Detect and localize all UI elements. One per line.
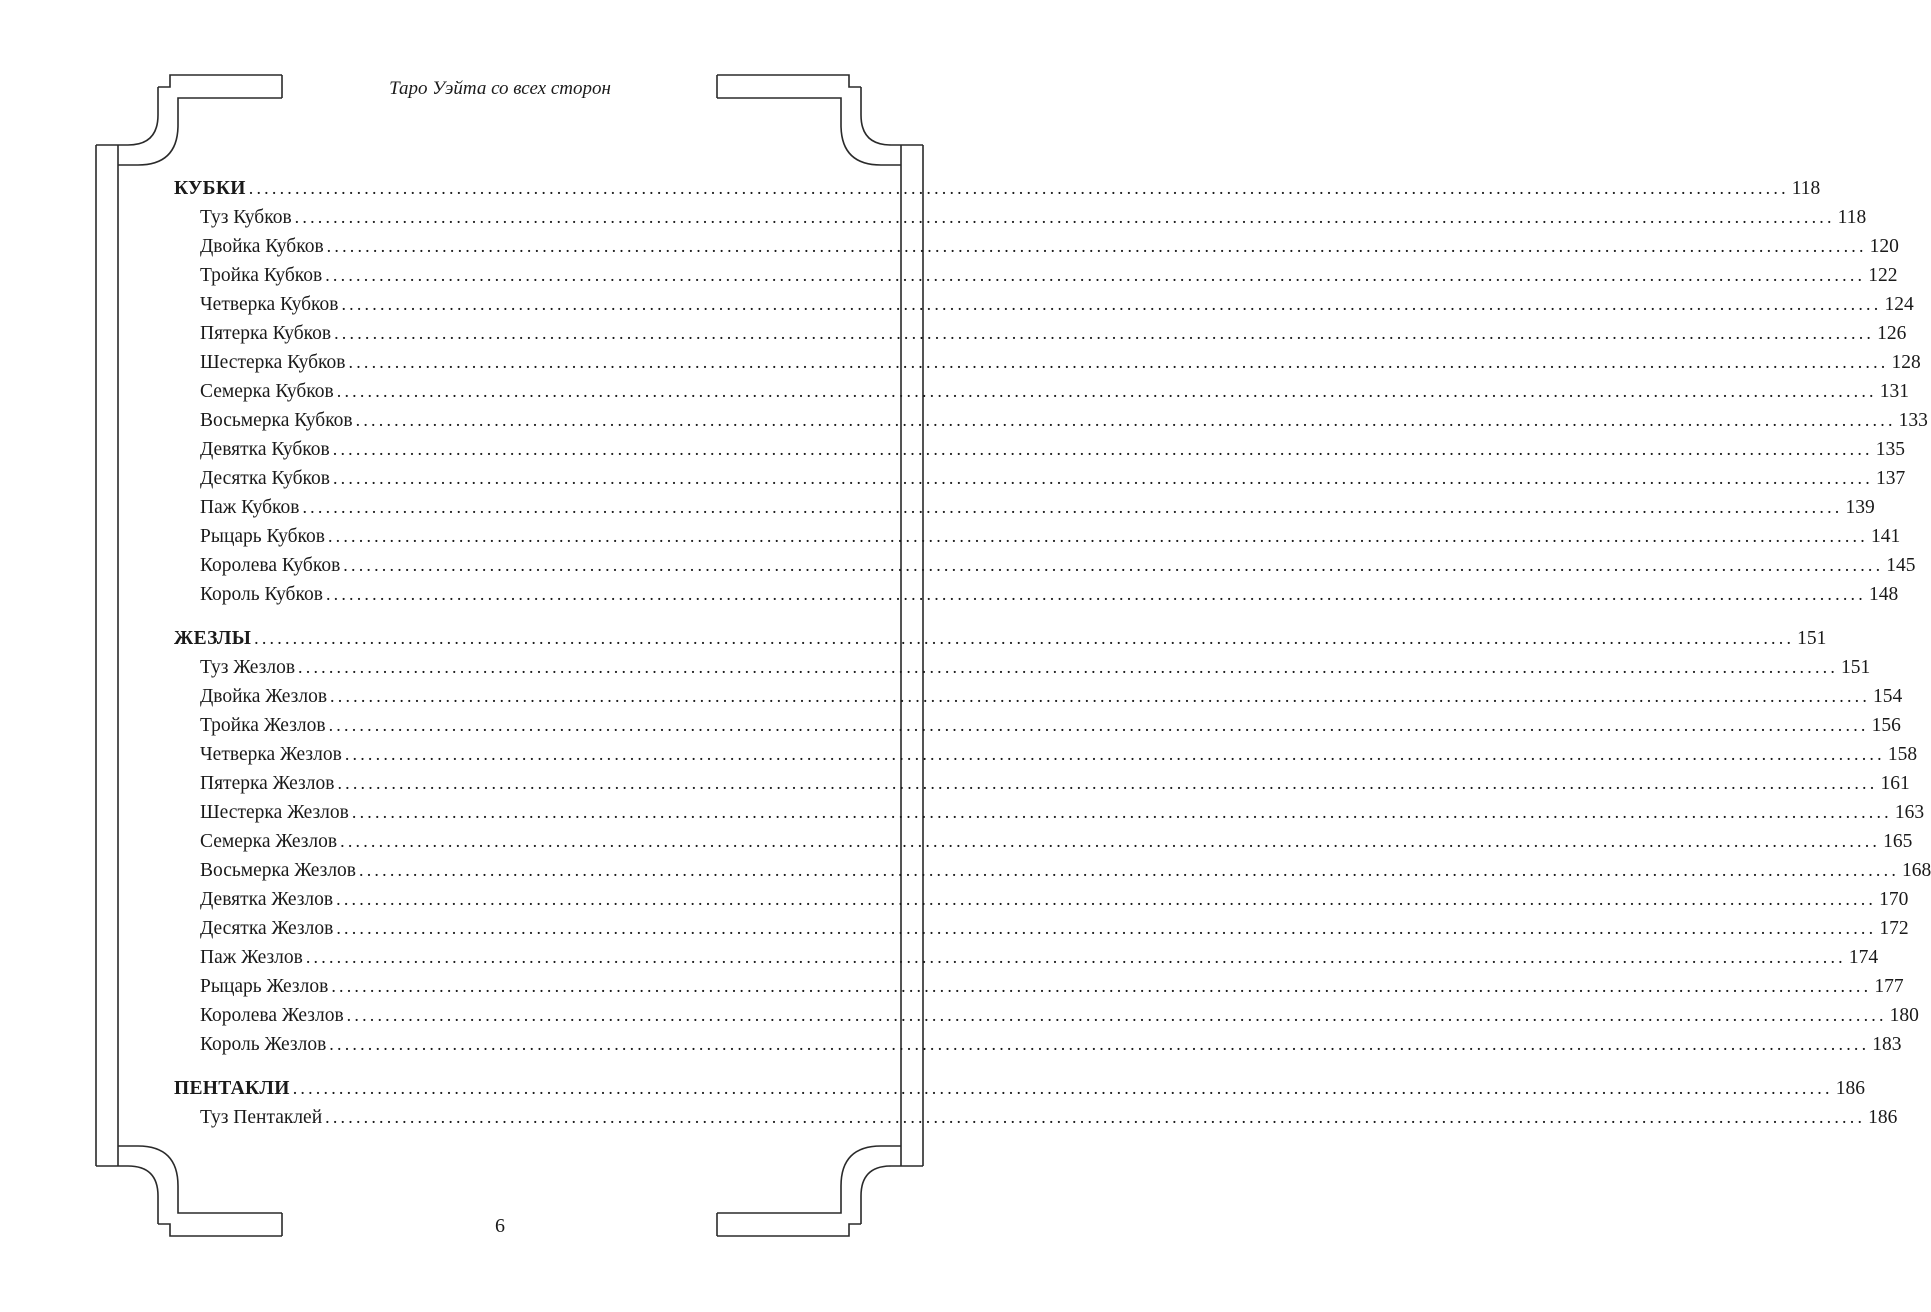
toc-section-heading-page-number: 118 bbox=[1791, 178, 1821, 199]
dot-leader: ........................................................................................................................................................................................................ bbox=[248, 178, 1789, 198]
toc-entry[interactable] bbox=[174, 406, 1928, 435]
dot-leader: ........................................................................................................................................................................................................ bbox=[336, 381, 1877, 401]
dot-leader: ........................................................................................................................................................................................................ bbox=[336, 918, 1877, 938]
toc-entry-page-number: 135 bbox=[1875, 439, 1905, 460]
dot-leader: ........................................................................................................................................................................................................ bbox=[327, 526, 1868, 546]
toc-entry[interactable] bbox=[174, 653, 1871, 682]
running-head: Таро Уэйта со всех сторон bbox=[389, 78, 611, 99]
toc-entry-page-number: 158 bbox=[1887, 744, 1918, 765]
toc-entry-label: Десятка Кубков bbox=[200, 468, 330, 489]
toc-entry-page-number: 137 bbox=[1875, 468, 1906, 489]
toc-entry-label: Король Жезлов bbox=[200, 1034, 327, 1055]
toc-entry-label: Тройка Кубков bbox=[200, 265, 323, 286]
toc-entry-page-number: 131 bbox=[1879, 381, 1909, 402]
dot-leader: ........................................................................................................................................................................................................ bbox=[325, 584, 1866, 604]
toc-entry-page-number: 183 bbox=[1872, 1034, 1902, 1055]
toc-section-heading-label: КУБКИ bbox=[174, 178, 246, 199]
toc-entry[interactable] bbox=[174, 856, 1931, 885]
toc-entry-page-number: 120 bbox=[1869, 236, 1899, 257]
toc-entry[interactable] bbox=[174, 261, 1898, 290]
toc-entry-page-number: 145 bbox=[1886, 555, 1916, 576]
toc-entry-label: Паж Жезлов bbox=[200, 947, 303, 968]
toc-entry-page-number: 126 bbox=[1877, 323, 1907, 344]
toc-entry[interactable] bbox=[174, 769, 1910, 798]
toc-entry[interactable] bbox=[174, 493, 1875, 522]
dot-leader: ........................................................................................................................................................................................................ bbox=[329, 1034, 1870, 1054]
dot-leader: ........................................................................................................................................................................................................ bbox=[298, 657, 1839, 677]
toc-entry[interactable] bbox=[174, 551, 1916, 580]
toc-entry[interactable] bbox=[174, 1001, 1919, 1030]
toc-entry-label: Восьмерка Жезлов bbox=[200, 860, 357, 881]
toc-entry-label: Туз Жезлов bbox=[200, 657, 296, 678]
toc-entry[interactable] bbox=[174, 798, 1925, 827]
toc-entry-page-number: 156 bbox=[1871, 715, 1901, 736]
toc-entry-page-number: 177 bbox=[1874, 976, 1904, 997]
dot-leader: ........................................................................................................................................................................................................ bbox=[344, 744, 1885, 764]
toc-entry-label: Шестерка Кубков bbox=[200, 352, 346, 373]
toc-entry[interactable] bbox=[174, 914, 1909, 943]
dot-leader: ........................................................................................................................................................................................................ bbox=[337, 773, 1878, 793]
dot-leader: ........................................................................................................................................................................................................ bbox=[340, 831, 1881, 851]
toc-entry[interactable] bbox=[174, 232, 1899, 261]
toc-entry-label: Рыцарь Жезлов bbox=[200, 976, 329, 997]
toc-entry-page-number: 133 bbox=[1898, 410, 1928, 431]
toc-entry-page-number: 148 bbox=[1868, 584, 1899, 605]
toc-entry[interactable] bbox=[174, 319, 1907, 348]
toc-entry-page-number: 180 bbox=[1889, 1005, 1919, 1026]
dot-leader: ........................................................................................................................................................................................................ bbox=[359, 860, 1900, 880]
toc-entry-label: Шестерка Жезлов bbox=[200, 802, 349, 823]
dot-leader: ........................................................................................................................................................................................................ bbox=[351, 802, 1892, 822]
toc-entry-page-number: 172 bbox=[1879, 918, 1909, 939]
toc-entry[interactable] bbox=[174, 943, 1879, 972]
toc-section-heading[interactable] bbox=[174, 624, 1827, 653]
dot-leader: ........................................................................................................................................................................................................ bbox=[292, 1078, 1833, 1098]
toc-entry[interactable] bbox=[174, 1030, 1902, 1059]
dot-leader: ........................................................................................................................................................................................................ bbox=[254, 628, 1795, 648]
toc-entry[interactable] bbox=[174, 827, 1913, 856]
toc-entry[interactable] bbox=[174, 972, 1904, 1001]
toc-entry-page-number: 124 bbox=[1884, 294, 1914, 315]
toc-entry-page-number: 141 bbox=[1870, 526, 1901, 547]
dot-leader: ........................................................................................................................................................................................................ bbox=[305, 947, 1846, 967]
toc-entry-page-number: 122 bbox=[1868, 265, 1898, 286]
toc-entry-label: Королева Жезлов bbox=[200, 1005, 344, 1026]
dot-leader: ........................................................................................................................................................................................................ bbox=[325, 1107, 1866, 1127]
toc-entry[interactable] bbox=[174, 435, 1905, 464]
toc-entry-label: Королева Кубков bbox=[200, 555, 341, 576]
toc-entry[interactable] bbox=[174, 348, 1921, 377]
dot-leader: ........................................................................................................................................................................................................ bbox=[355, 410, 1896, 430]
toc-entry-label: Пятерка Кубков bbox=[200, 323, 332, 344]
toc-entry-page-number: 163 bbox=[1894, 802, 1925, 823]
dot-leader: ........................................................................................................................................................................................................ bbox=[332, 468, 1873, 488]
dot-leader: ........................................................................................................................................................................................................ bbox=[332, 439, 1873, 459]
toc-entry-label: Туз Пентаклей bbox=[200, 1107, 323, 1128]
toc-entry-label: Четверка Кубков bbox=[200, 294, 339, 315]
dot-leader: ........................................................................................................................................................................................................ bbox=[334, 323, 1875, 343]
toc-entry-label: Туз Кубков bbox=[200, 207, 292, 228]
dot-leader: ........................................................................................................................................................................................................ bbox=[336, 889, 1877, 909]
toc-entry[interactable] bbox=[174, 290, 1914, 319]
toc-entry-label: Четверка Жезлов bbox=[200, 744, 342, 765]
dot-leader: ........................................................................................................................................................................................................ bbox=[294, 207, 1835, 227]
toc-entry-label: Пятерка Жезлов bbox=[200, 773, 335, 794]
toc-entry-label: Двойка Кубков bbox=[200, 236, 324, 257]
toc-section-heading-page-number: 186 bbox=[1835, 1078, 1865, 1099]
toc-entry-page-number: 151 bbox=[1841, 657, 1871, 678]
toc-entry-label: Король Кубков bbox=[200, 584, 323, 605]
toc-entry-page-number: 161 bbox=[1880, 773, 1910, 794]
toc-section-heading-label: ПЕНТАКЛИ bbox=[174, 1078, 290, 1099]
toc-entry-label: Девятка Кубков bbox=[200, 439, 330, 460]
toc-entry-label: Двойка Жезлов bbox=[200, 686, 328, 707]
toc-entry[interactable] bbox=[174, 1103, 1898, 1132]
page-number: 6 bbox=[495, 1215, 505, 1237]
toc-entry-label: Семерка Жезлов bbox=[200, 831, 338, 852]
toc-entry-label: Десятка Жезлов bbox=[200, 918, 334, 939]
toc-entry[interactable] bbox=[174, 711, 1901, 740]
toc-entry-label: Рыцарь Кубков bbox=[200, 526, 325, 547]
toc-entry-label: Девятка Жезлов bbox=[200, 889, 334, 910]
toc-entry[interactable] bbox=[174, 377, 1909, 406]
toc-section-heading[interactable] bbox=[174, 1074, 1865, 1103]
toc-entry-label: Семерка Кубков bbox=[200, 381, 334, 402]
dot-leader: ........................................................................................................................................................................................................ bbox=[330, 686, 1871, 706]
toc-entry[interactable] bbox=[174, 464, 1906, 493]
toc-entry[interactable] bbox=[174, 885, 1909, 914]
dot-leader: ........................................................................................................................................................................................................ bbox=[348, 352, 1889, 372]
toc-entry[interactable] bbox=[174, 682, 1903, 711]
dot-leader: ........................................................................................................................................................................................................ bbox=[346, 1005, 1887, 1025]
toc-entry-page-number: 165 bbox=[1883, 831, 1913, 852]
dot-leader: ........................................................................................................................................................................................................ bbox=[341, 294, 1882, 314]
toc-entry-page-number: 186 bbox=[1868, 1107, 1898, 1128]
toc-entry[interactable] bbox=[174, 740, 1918, 769]
dot-leader: ........................................................................................................................................................................................................ bbox=[331, 976, 1872, 996]
toc-section-heading[interactable] bbox=[174, 174, 1821, 203]
dot-leader: ........................................................................................................................................................................................................ bbox=[325, 265, 1866, 285]
toc-entry[interactable] bbox=[174, 522, 1901, 551]
dot-leader: ........................................................................................................................................................................................................ bbox=[328, 715, 1869, 735]
toc-entry-page-number: 170 bbox=[1879, 889, 1909, 910]
toc-entry-page-number: 139 bbox=[1845, 497, 1875, 518]
toc-entry-page-number: 128 bbox=[1891, 352, 1921, 373]
toc-entry[interactable] bbox=[174, 580, 1899, 609]
toc-entry-page-number: 168 bbox=[1902, 860, 1931, 881]
toc-entry[interactable] bbox=[174, 203, 1867, 232]
toc-section-heading-page-number: 151 bbox=[1797, 628, 1827, 649]
toc-section-heading-label: ЖЕЗЛЫ bbox=[174, 628, 252, 649]
dot-leader: ........................................................................................................................................................................................................ bbox=[302, 497, 1843, 517]
toc-entry-label: Восьмерка Кубков bbox=[200, 410, 353, 431]
toc-entry-page-number: 118 bbox=[1837, 207, 1867, 228]
dot-leader: ........................................................................................................................................................................................................ bbox=[326, 236, 1867, 256]
toc-entry-label: Тройка Жезлов bbox=[200, 715, 326, 736]
toc-entry-page-number: 154 bbox=[1873, 686, 1903, 707]
toc-entry-page-number: 174 bbox=[1848, 947, 1879, 968]
dot-leader: ........................................................................................................................................................................................................ bbox=[343, 555, 1884, 575]
toc-entry-label: Паж Кубков bbox=[200, 497, 300, 518]
